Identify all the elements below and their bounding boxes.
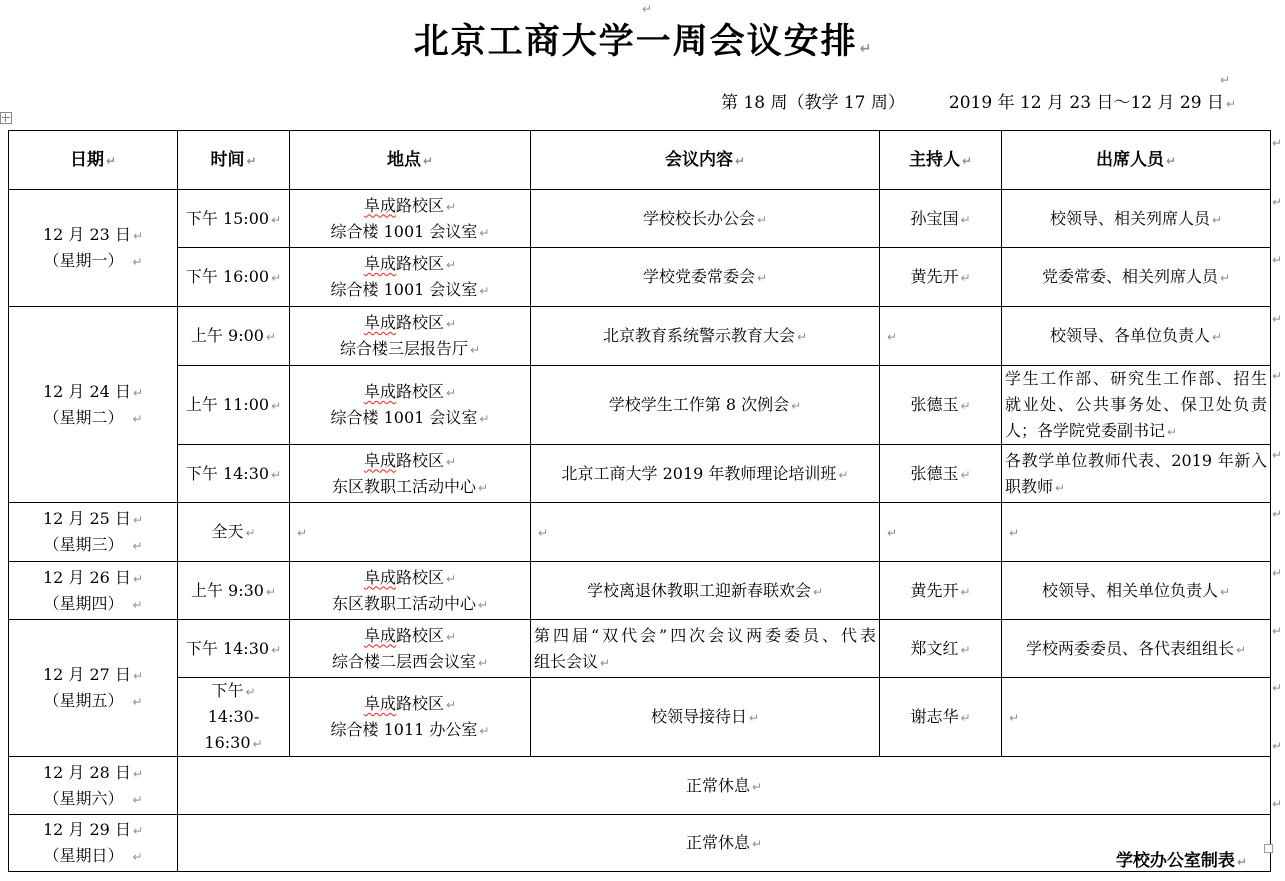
paragraph-mark-icon: ↵ <box>271 467 282 482</box>
paragraph-mark-icon: ↵ <box>105 154 117 168</box>
end-of-row-mark-icon: ↵ <box>1272 739 1283 753</box>
paragraph-mark-icon: ↵ <box>796 330 808 344</box>
document-end-square-icon <box>1264 844 1273 853</box>
spellcheck-flagged-text: 阜成 <box>363 195 396 215</box>
paragraph-mark-icon: ↵ <box>642 2 653 16</box>
paragraph-mark-icon: ↵ <box>271 642 282 657</box>
cell-host-empty <box>880 307 1002 366</box>
cell-location: 阜成路校区 ↵ 综合楼 1011 办公室 ↵ <box>290 678 531 757</box>
cell-time: 下午 15:00 ↵ <box>178 190 290 248</box>
paragraph-mark-icon: ↵ <box>132 385 144 400</box>
paragraph-mark-icon: ↵ <box>132 411 143 426</box>
spellcheck-flagged-text: 阜成 <box>363 450 396 470</box>
paragraph-mark-icon: ↵ <box>756 212 768 227</box>
header-date: 日期 ↵ <box>9 131 178 190</box>
page-title: 北京工商大学一周会议安排 ↵ <box>413 22 872 62</box>
paragraph-mark-icon: ↵ <box>132 695 143 709</box>
paragraph-mark-icon: ↵ <box>960 711 971 725</box>
end-of-row-mark-icon: ↵ <box>1272 681 1283 695</box>
paragraph-mark-icon: ↵ <box>252 737 263 751</box>
paragraph-mark-icon: ↵ <box>132 850 143 864</box>
cell-host: 孙宝国 ↵ <box>880 190 1002 248</box>
spellcheck-flagged-text: 阜成 <box>363 313 396 332</box>
end-of-row-mark-icon: ↵ <box>1272 448 1283 462</box>
cell-location: 阜成路校区 ↵ 综合楼二层西会议室 ↵ <box>290 620 531 678</box>
paragraph-mark-icon: ↵ <box>960 584 971 599</box>
paragraph-mark-icon: ↵ <box>748 711 760 725</box>
table-row <box>9 562 1271 620</box>
paragraph-mark-icon: ↵ <box>960 212 971 227</box>
spellcheck-flagged-text: 阜成 <box>363 254 396 273</box>
cell-date-sat: 12 月 28 日 ↵ （星期六） ↵ <box>9 757 178 815</box>
end-of-row-mark-icon: ↵ <box>1272 566 1283 580</box>
table-row <box>9 757 1271 815</box>
paragraph-mark-icon: ↵ <box>1220 73 1231 87</box>
cell-attendees: 学生工作部、研究生工作部、招生 就业处、公共事务处、保卫处负责 人；各学院党委副书记 ↵ <box>1002 366 1271 445</box>
paragraph-mark-icon: ↵ <box>751 779 763 794</box>
paragraph-mark-icon: ↵ <box>1167 425 1178 439</box>
paragraph-mark-icon: ↵ <box>445 571 457 586</box>
end-of-row-mark-icon: ↵ <box>1272 136 1283 150</box>
cell-time: 下午 14:30 ↵ <box>178 620 290 678</box>
cell-content: 校领导接待日 ↵ <box>531 678 880 757</box>
paragraph-mark-icon: ↵ <box>1211 330 1223 344</box>
end-of-row-mark-icon: ↵ <box>1272 797 1283 811</box>
subtitle <box>721 91 1236 115</box>
paragraph-mark-icon: ↵ <box>838 467 849 482</box>
table-move-handle-icon <box>0 112 12 124</box>
paragraph-mark-icon: ↵ <box>477 480 489 495</box>
cell-rest-day: 正常休息 ↵ <box>178 815 1271 872</box>
paragraph-mark-icon: ↵ <box>132 792 143 807</box>
paragraph-mark-icon: ↵ <box>265 330 277 344</box>
cell-content: 学校校长办公会 ↵ <box>531 190 880 248</box>
paragraph-mark-icon: ↵ <box>246 154 257 168</box>
paragraph-mark-icon: ↵ <box>445 258 457 272</box>
cell-date-wed: 12 月 25 日 ↵ （星期三） ↵ <box>9 503 178 562</box>
cell-rest-day: 正常休息 ↵ <box>178 757 1271 815</box>
cell-attendees-empty <box>1002 503 1271 562</box>
spellcheck-flagged-text: 阜成 <box>363 694 396 713</box>
cell-content: 北京教育系统警示教育大会 ↵ <box>531 307 880 366</box>
cell-time: 下午 14:30 ↵ <box>178 445 290 503</box>
cell-attendees: 校领导、相关单位负责人 ↵ <box>1002 562 1271 620</box>
cell-content: 第四届“双代会”四次会议两委委员、代表 组长会议 ↵ <box>531 620 880 678</box>
paragraph-mark-icon: ↵ <box>245 685 256 699</box>
cell-attendees: 各教学单位教师代表、2019 年新入 职教师 ↵ <box>1002 445 1271 503</box>
paragraph-mark-icon: ↵ <box>132 513 144 527</box>
cell-content: 北京工商大学 2019 年教师理论培训班 ↵ <box>531 445 880 503</box>
table-row <box>9 678 1271 757</box>
date-range: 2019 年 12 月 23 日～12 月 29 日 <box>948 93 1224 113</box>
paragraph-mark-icon: ↵ <box>271 271 282 285</box>
end-of-row-mark-icon: ↵ <box>1272 624 1283 638</box>
paragraph-mark-icon: ↵ <box>132 539 143 553</box>
table-row <box>9 503 1271 562</box>
cell-location: 阜成路校区 ↵ 综合楼 1001 会议室 ↵ <box>290 248 531 307</box>
paragraph-mark-icon: ↵ <box>132 766 144 781</box>
cell-host: 张德玉 ↵ <box>880 445 1002 503</box>
cell-host: 黄先开 ↵ <box>880 562 1002 620</box>
paragraph-mark-icon: ↵ <box>422 154 434 168</box>
paragraph-mark-icon: ↵ <box>734 154 746 168</box>
paragraph-mark-icon: ↵ <box>1055 480 1066 495</box>
cell-host-empty <box>880 503 1002 562</box>
cell-content: 学校离退休教职工迎新春联欢会 ↵ <box>531 562 880 620</box>
paragraph-mark-icon: ↵ <box>477 655 489 670</box>
table-row <box>9 366 1271 445</box>
week-info: 第 18 周（教学 17 周） <box>721 93 905 113</box>
paragraph-mark-icon: ↵ <box>245 526 256 540</box>
paragraph-mark-icon: ↵ <box>751 837 763 851</box>
cell-time: 上午 11:00 ↵ <box>178 366 290 445</box>
cell-content: 学校党委常委会 ↵ <box>531 248 880 307</box>
cell-attendees: 党委常委、相关列席人员 ↵ <box>1002 248 1271 307</box>
table-row <box>9 815 1271 872</box>
cell-time: 下午 16:00 ↵ <box>178 248 290 307</box>
cell-location: 阜成路校区 ↵ 综合楼三层报告厅 ↵ <box>290 307 531 366</box>
cell-location: 阜成路校区 ↵ 东区教职工活动中心 ↵ <box>290 562 531 620</box>
table-row <box>9 445 1271 503</box>
cell-host: 张德玉 ↵ <box>880 366 1002 445</box>
paragraph-mark-icon: ↵ <box>132 571 144 586</box>
table-row <box>9 620 1271 678</box>
paragraph-mark-icon: ↵ <box>960 642 971 657</box>
cell-date-tue: 12 月 24 日 ↵ （星期二） ↵ <box>9 307 178 503</box>
cell-date-thu: 12 月 26 日 ↵ （星期四） ↵ <box>9 562 178 620</box>
cell-location-empty <box>290 503 531 562</box>
paragraph-mark-icon: ↵ <box>132 669 144 683</box>
end-of-row-mark-icon: ↵ <box>1272 507 1283 521</box>
schedule-table <box>8 130 1271 872</box>
cell-time: 下午 ↵ 14:30-16:30 ↵ <box>178 678 290 757</box>
cell-date-mon: 12 月 23 日 ↵ （星期一） ↵ <box>9 190 178 307</box>
cell-location: 阜成路校区 ↵ 综合楼 1001 会议室 ↵ <box>290 366 531 445</box>
paragraph-mark-icon: ↵ <box>961 154 973 168</box>
paragraph-mark-icon: ↵ <box>960 271 971 285</box>
paragraph-mark-icon: ↵ <box>479 225 490 240</box>
paragraph-mark-icon: ↵ <box>1165 154 1177 168</box>
paragraph-mark-icon: ↵ <box>1225 97 1236 111</box>
paragraph-mark-icon: ↵ <box>445 199 457 214</box>
header-attendees: 出席人员 ↵ <box>1002 131 1271 190</box>
paragraph-mark-icon: ↵ <box>479 284 490 298</box>
paragraph-mark-icon: ↵ <box>887 526 898 540</box>
paragraph-mark-icon: ↵ <box>445 629 457 644</box>
paragraph-mark-icon: ↵ <box>477 597 489 612</box>
paragraph-mark-icon: ↵ <box>445 698 457 712</box>
paragraph-mark-icon: ↵ <box>859 41 872 57</box>
cell-content: 学校学生工作第 8 次例会 ↵ <box>531 366 880 445</box>
spellcheck-flagged-text: 阜成 <box>363 382 396 401</box>
paragraph-mark-icon: ↵ <box>887 330 898 344</box>
paragraph-mark-icon: ↵ <box>1009 526 1020 540</box>
paragraph-mark-icon: ↵ <box>1235 642 1247 657</box>
end-of-row-mark-icon: ↵ <box>1272 369 1283 383</box>
cell-time: 上午 9:00 ↵ <box>178 307 290 366</box>
cell-attendees: 校领导、相关列席人员 ↵ <box>1002 190 1271 248</box>
paragraph-mark-icon: ↵ <box>445 317 457 331</box>
end-of-row-mark-icon: ↵ <box>1272 253 1283 267</box>
paragraph-mark-icon: ↵ <box>812 584 824 599</box>
paragraph-mark-icon: ↵ <box>756 271 768 285</box>
paragraph-mark-icon: ↵ <box>132 824 144 838</box>
cell-date-fri: 12 月 27 日 ↵ （星期五） ↵ <box>9 620 178 757</box>
cell-host: 谢志华 ↵ <box>880 678 1002 757</box>
spellcheck-flagged-text: 阜成 <box>363 567 396 587</box>
paragraph-mark-icon: ↵ <box>960 467 971 482</box>
paragraph-mark-icon: ↵ <box>1219 584 1231 599</box>
paragraph-mark-icon: ↵ <box>1009 711 1020 725</box>
header-content: 会议内容 ↵ <box>531 131 880 190</box>
cell-host: 黄先开 ↵ <box>880 248 1002 307</box>
paragraph-mark-icon: ↵ <box>297 526 308 540</box>
table-row <box>9 248 1271 307</box>
end-of-row-mark-icon: ↵ <box>1272 312 1283 326</box>
end-of-row-mark-icon: ↵ <box>1272 195 1283 209</box>
paragraph-mark-icon: ↵ <box>445 454 457 469</box>
footer-credit: 学校办公室制表 ↵ <box>1115 851 1247 871</box>
cell-location: 阜成路校区 ↵ 综合楼 1001 会议室 ↵ <box>290 190 531 248</box>
cell-attendees-empty <box>1002 678 1271 757</box>
paragraph-mark-icon: ↵ <box>479 412 490 426</box>
paragraph-mark-icon: ↵ <box>1236 855 1247 869</box>
paragraph-mark-icon: ↵ <box>132 229 144 243</box>
header-row <box>9 131 1271 190</box>
paragraph-mark-icon: ↵ <box>271 212 282 227</box>
header-host: 主持人 ↵ <box>880 131 1002 190</box>
header-location: 地点 ↵ <box>290 131 531 190</box>
paragraph-mark-icon: ↵ <box>479 724 490 738</box>
cell-attendees: 校领导、各单位负责人 ↵ <box>1002 307 1271 366</box>
paragraph-mark-icon: ↵ <box>132 597 143 612</box>
cell-time: 全天 ↵ <box>178 503 290 562</box>
paragraph-mark-icon: ↵ <box>1219 271 1231 285</box>
paragraph-mark-icon: ↵ <box>469 343 481 357</box>
paragraph-mark-icon: ↵ <box>265 584 277 599</box>
header-time: 时间 ↵ <box>178 131 290 190</box>
cell-attendees: 学校两委委员、各代表组组长 ↵ <box>1002 620 1271 678</box>
cell-host: 郑文红 ↵ <box>880 620 1002 678</box>
cell-location: 阜成路校区 ↵ 东区教职工活动中心 ↵ <box>290 445 531 503</box>
cell-time: 上午 9:30 ↵ <box>178 562 290 620</box>
paragraph-mark-icon: ↵ <box>960 399 971 413</box>
cell-content-empty <box>531 503 880 562</box>
paragraph-mark-icon: ↵ <box>538 526 549 540</box>
paragraph-mark-icon: ↵ <box>791 399 802 413</box>
paragraph-mark-icon: ↵ <box>445 386 457 400</box>
table-row <box>9 190 1271 248</box>
paragraph-mark-icon: ↵ <box>132 255 143 269</box>
paragraph-mark-icon: ↵ <box>271 399 282 413</box>
paragraph-mark-icon: ↵ <box>600 655 611 670</box>
cell-date-sun: 12 月 29 日 ↵ （星期日） ↵ <box>9 815 178 872</box>
table-row <box>9 307 1271 366</box>
paragraph-mark-icon: ↵ <box>1211 212 1223 227</box>
spellcheck-flagged-text: 阜成 <box>363 625 396 645</box>
